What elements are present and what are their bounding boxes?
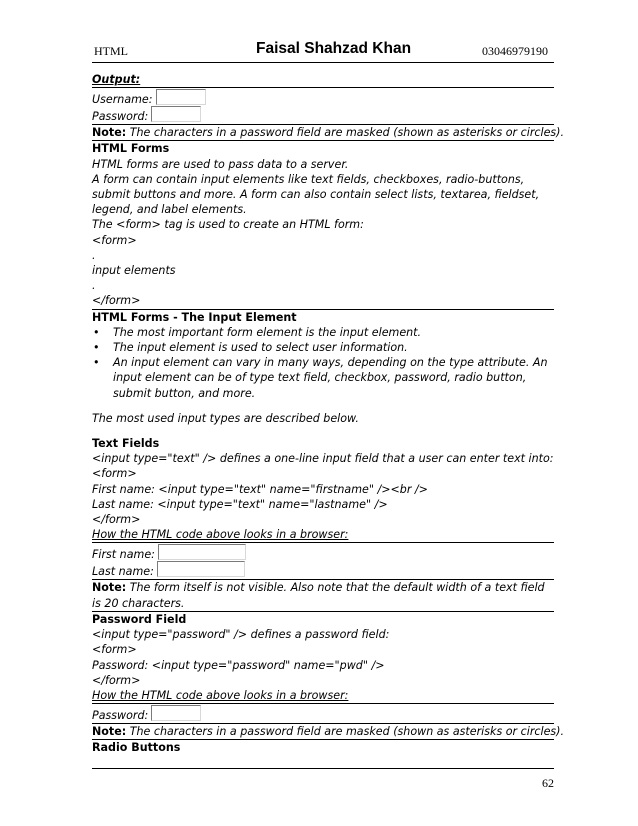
text-field-note xyxy=(92,580,554,610)
page-content xyxy=(92,72,565,756)
code-line: </form> xyxy=(92,673,141,687)
password-note xyxy=(92,125,565,140)
forms-line: A form can contain input elements like text fields, checkboxes, radio-buttons, submit buttons and more. A form can also contain select lists, textarea, fieldset, legend, and label elements. xyxy=(92,172,540,217)
first-name-textbox[interactable] xyxy=(158,544,246,560)
forms-line: <form> xyxy=(92,233,137,247)
last-name-textbox[interactable] xyxy=(157,561,245,577)
code-line: <form> xyxy=(92,467,137,481)
username-label: Username: xyxy=(92,93,153,106)
divider xyxy=(92,703,554,704)
bullet-icon: • xyxy=(93,356,100,370)
section-heading-input-element: HTML Forms - The Input Element xyxy=(92,310,297,324)
note-text: The characters in a password field are masked (shown as asterisks or circles). xyxy=(126,126,565,140)
note-label: Note: xyxy=(92,581,127,595)
forms-line: </form> xyxy=(92,294,141,308)
password-row xyxy=(92,108,554,124)
bullet-icon: • xyxy=(93,325,100,339)
password-textbox[interactable] xyxy=(151,106,201,122)
list-item: • The input element is used to select user information. xyxy=(93,341,408,355)
forms-line: . xyxy=(92,279,96,293)
browser-caption: How the HTML code above looks in a browser: xyxy=(92,528,349,542)
divider xyxy=(92,87,554,88)
forms-line: . xyxy=(92,248,96,262)
output-heading: Output: xyxy=(92,73,141,86)
password-field-note xyxy=(92,724,565,739)
spacer xyxy=(92,426,554,436)
forms-line: The <form> tag is used to create an HTML form: xyxy=(92,218,364,232)
code-line: <form> xyxy=(92,643,137,657)
password-label: Password: xyxy=(92,110,149,123)
forms-line: HTML forms are used to pass data to a server. xyxy=(92,157,349,171)
header-subject: HTML xyxy=(94,44,128,58)
page-header xyxy=(92,40,554,62)
note-text: The form itself is not visible. Also note that the default width of a text field is 20 characters. xyxy=(92,581,545,610)
password-demo-label: Password: xyxy=(92,708,149,722)
last-name-label: Last name: xyxy=(92,565,154,579)
note-label: Note: xyxy=(92,725,127,739)
last-name-row xyxy=(92,563,554,579)
forms-line: input elements xyxy=(92,264,176,278)
section-heading-html-forms: HTML Forms xyxy=(92,142,170,156)
username-textbox[interactable] xyxy=(156,89,206,105)
code-line: </form> xyxy=(92,513,141,527)
note-label: Note: xyxy=(92,126,127,140)
list-item: • An input element can vary in many ways, depending on the type attribute. An input element can be of type text field, checkbox, password, radio button, submit button, and more. xyxy=(93,356,548,400)
first-name-label: First name: xyxy=(92,548,155,562)
password-demo-row xyxy=(92,707,554,723)
section-heading-password-field: Password Field xyxy=(92,612,187,626)
header-phone: 03046979190 xyxy=(482,44,548,58)
note-text: The characters in a password field are masked (shown as asterisks or circles). xyxy=(126,725,565,739)
divider xyxy=(92,542,554,543)
code-line: <input type="text" /> defines a one-line input field that a user can enter text into: xyxy=(92,452,554,466)
header-author: Faisal Shahzad Khan xyxy=(256,40,412,57)
footer-rule xyxy=(92,768,554,769)
spacer xyxy=(92,401,554,411)
section-heading-text-fields: Text Fields xyxy=(92,437,160,451)
input-types-summary: The most used input types are described below. xyxy=(92,411,359,425)
bullet-list xyxy=(92,325,554,401)
header-rule xyxy=(92,62,554,63)
section-heading-radio-buttons: Radio Buttons xyxy=(92,741,181,755)
username-row xyxy=(92,91,554,107)
first-name-row xyxy=(92,546,554,562)
code-line: <input type="password" /> defines a password field: xyxy=(92,628,390,642)
browser-caption: How the HTML code above looks in a browser: xyxy=(92,688,349,702)
list-item: • The most important form element is the input element. xyxy=(93,325,422,339)
code-line: Last name: <input type="text" name="lastname" /> xyxy=(92,497,388,511)
bullet-icon: • xyxy=(93,341,100,355)
code-line: First name: <input type="text" name="firstname" /><br /> xyxy=(92,482,428,496)
code-line: Password: <input type="password" name="pwd" /> xyxy=(92,658,385,672)
password-demo-textbox[interactable] xyxy=(151,705,201,721)
page-number: 62 xyxy=(542,776,554,790)
